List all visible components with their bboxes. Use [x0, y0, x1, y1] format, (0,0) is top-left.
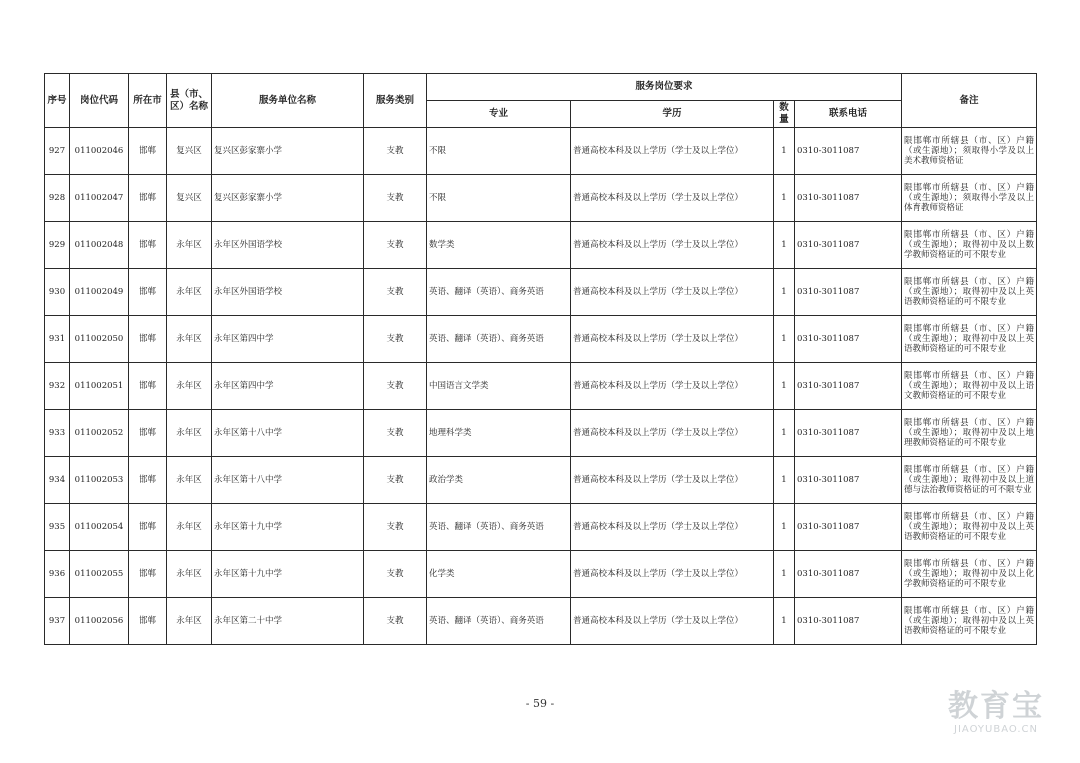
cell-city: 邯郸 [129, 363, 167, 410]
cell-unit: 复兴区彭家寨小学 [212, 128, 364, 175]
cell-major: 英语、翻译（英语）、商务英语 [427, 316, 571, 363]
cell-education: 普通高校本科及以上学历（学士及以上学位） [571, 175, 774, 222]
cell-county: 复兴区 [167, 175, 212, 222]
cell-county: 永年区 [167, 363, 212, 410]
cell-count: 1 [774, 551, 795, 598]
cell-category: 支教 [364, 551, 427, 598]
cell-unit: 永年区第四中学 [212, 316, 364, 363]
header-city: 所在市 [129, 74, 167, 128]
header-remark: 备注 [902, 74, 1037, 128]
table-row [45, 128, 1037, 175]
cell-count: 1 [774, 316, 795, 363]
table-row [45, 504, 1037, 551]
cell-phone: 0310-3011087 [795, 410, 902, 457]
header-major: 专业 [427, 101, 571, 128]
cell-education: 普通高校本科及以上学历（学士及以上学位） [571, 457, 774, 504]
cell-major: 数学类 [427, 222, 571, 269]
cell-count: 1 [774, 128, 795, 175]
cell-major: 不限 [427, 128, 571, 175]
cell-education: 普通高校本科及以上学历（学士及以上学位） [571, 551, 774, 598]
cell-seq: 928 [45, 175, 70, 222]
header-code: 岗位代码 [70, 74, 129, 128]
table-body [45, 128, 1037, 645]
cell-unit: 永年区外国语学校 [212, 222, 364, 269]
cell-remark: 限邯郸市所辖县（市、区）户籍（或生源地）；取得初中及以上道德与法治教师资格证的可不限专业 [902, 457, 1037, 504]
cell-category: 支教 [364, 598, 427, 645]
cell-education: 普通高校本科及以上学历（学士及以上学位） [571, 269, 774, 316]
cell-county: 永年区 [167, 316, 212, 363]
header-category: 服务类别 [364, 74, 427, 128]
cell-category: 支教 [364, 222, 427, 269]
cell-category: 支教 [364, 175, 427, 222]
cell-county: 永年区 [167, 551, 212, 598]
cell-city: 邯郸 [129, 269, 167, 316]
table-row [45, 363, 1037, 410]
cell-education: 普通高校本科及以上学历（学士及以上学位） [571, 316, 774, 363]
cell-major: 化学类 [427, 551, 571, 598]
cell-unit: 复兴区彭家寨小学 [212, 175, 364, 222]
cell-major: 中国语言文学类 [427, 363, 571, 410]
cell-unit: 永年区第十九中学 [212, 551, 364, 598]
cell-code: 011002056 [70, 598, 129, 645]
cell-remark: 限邯郸市所辖县（市、区）户籍（或生源地）；取得初中及以上化学教师资格证的可不限专业 [902, 551, 1037, 598]
cell-remark: 限邯郸市所辖县（市、区）户籍（或生源地）；取得初中及以上语文教师资格证的可不限专业 [902, 363, 1037, 410]
cell-remark: 限邯郸市所辖县（市、区）户籍（或生源地）；须取得小学及以上体育教师资格证 [902, 175, 1037, 222]
cell-education: 普通高校本科及以上学历（学士及以上学位） [571, 363, 774, 410]
cell-code: 011002047 [70, 175, 129, 222]
cell-major: 不限 [427, 175, 571, 222]
cell-unit: 永年区第十九中学 [212, 504, 364, 551]
cell-category: 支教 [364, 316, 427, 363]
cell-count: 1 [774, 175, 795, 222]
cell-code: 011002050 [70, 316, 129, 363]
cell-code: 011002048 [70, 222, 129, 269]
cell-city: 邯郸 [129, 551, 167, 598]
cell-count: 1 [774, 598, 795, 645]
cell-code: 011002046 [70, 128, 129, 175]
cell-category: 支教 [364, 504, 427, 551]
cell-major: 政治学类 [427, 457, 571, 504]
header-unit: 服务单位名称 [212, 74, 364, 128]
cell-count: 1 [774, 410, 795, 457]
cell-remark: 限邯郸市所辖县（市、区）户籍（或生源地）；取得初中及以上数学教师资格证的可不限专业 [902, 222, 1037, 269]
cell-remark: 限邯郸市所辖县（市、区）户籍（或生源地）；取得初中及以上英语教师资格证的可不限专业 [902, 504, 1037, 551]
cell-unit: 永年区外国语学校 [212, 269, 364, 316]
cell-code: 011002051 [70, 363, 129, 410]
cell-code: 011002054 [70, 504, 129, 551]
cell-seq: 931 [45, 316, 70, 363]
cell-category: 支教 [364, 457, 427, 504]
cell-count: 1 [774, 504, 795, 551]
cell-code: 011002049 [70, 269, 129, 316]
header-phone: 联系电话 [795, 101, 902, 128]
cell-county: 永年区 [167, 457, 212, 504]
cell-unit: 永年区第十八中学 [212, 457, 364, 504]
cell-phone: 0310-3011087 [795, 175, 902, 222]
cell-seq: 935 [45, 504, 70, 551]
cell-education: 普通高校本科及以上学历（学士及以上学位） [571, 504, 774, 551]
cell-count: 1 [774, 222, 795, 269]
header-requirements: 服务岗位要求 [427, 74, 902, 101]
cell-count: 1 [774, 269, 795, 316]
cell-seq: 930 [45, 269, 70, 316]
cell-city: 邯郸 [129, 410, 167, 457]
cell-city: 邯郸 [129, 504, 167, 551]
cell-phone: 0310-3011087 [795, 457, 902, 504]
table-row [45, 222, 1037, 269]
cell-city: 邯郸 [129, 175, 167, 222]
watermark-logo [936, 690, 1056, 736]
table-row [45, 175, 1037, 222]
cell-code: 011002055 [70, 551, 129, 598]
cell-major: 英语、翻译（英语）、商务英语 [427, 504, 571, 551]
cell-phone: 0310-3011087 [795, 551, 902, 598]
cell-code: 011002052 [70, 410, 129, 457]
cell-major: 英语、翻译（英语）、商务英语 [427, 269, 571, 316]
cell-county: 复兴区 [167, 128, 212, 175]
watermark-sub: JIAOYUBAO.CN [954, 724, 1038, 735]
page-number: - 59 - [525, 697, 555, 710]
cell-city: 邯郸 [129, 316, 167, 363]
cell-phone: 0310-3011087 [795, 269, 902, 316]
cell-category: 支教 [364, 128, 427, 175]
header-seq: 序号 [45, 74, 70, 128]
cell-seq: 932 [45, 363, 70, 410]
table-row [45, 598, 1037, 645]
table-row [45, 269, 1037, 316]
header-county: 县（市、区）名称 [167, 74, 212, 128]
cell-city: 邯郸 [129, 598, 167, 645]
cell-county: 永年区 [167, 504, 212, 551]
cell-county: 永年区 [167, 410, 212, 457]
cell-education: 普通高校本科及以上学历（学士及以上学位） [571, 598, 774, 645]
cell-unit: 永年区第二十中学 [212, 598, 364, 645]
header-count: 数量 [774, 101, 795, 128]
cell-county: 永年区 [167, 269, 212, 316]
table-row [45, 457, 1037, 504]
cell-remark: 限邯郸市所辖县（市、区）户籍（或生源地）；取得初中及以上地理教师资格证的可不限专业 [902, 410, 1037, 457]
cell-city: 邯郸 [129, 222, 167, 269]
cell-education: 普通高校本科及以上学历（学士及以上学位） [571, 222, 774, 269]
cell-category: 支教 [364, 363, 427, 410]
cell-major: 英语、翻译（英语）、商务英语 [427, 598, 571, 645]
cell-major: 地理科学类 [427, 410, 571, 457]
cell-remark: 限邯郸市所辖县（市、区）户籍（或生源地）；取得初中及以上英语教师资格证的可不限专业 [902, 316, 1037, 363]
cell-unit: 永年区第四中学 [212, 363, 364, 410]
cell-seq: 936 [45, 551, 70, 598]
table-row [45, 410, 1037, 457]
cell-city: 邯郸 [129, 457, 167, 504]
cell-phone: 0310-3011087 [795, 363, 902, 410]
job-positions-table [44, 73, 1037, 645]
cell-remark: 限邯郸市所辖县（市、区）户籍（或生源地）；取得初中及以上英语教师资格证的可不限专业 [902, 598, 1037, 645]
cell-seq: 927 [45, 128, 70, 175]
cell-education: 普通高校本科及以上学历（学士及以上学位） [571, 128, 774, 175]
header-education: 学历 [571, 101, 774, 128]
cell-county: 永年区 [167, 222, 212, 269]
cell-education: 普通高校本科及以上学历（学士及以上学位） [571, 410, 774, 457]
cell-phone: 0310-3011087 [795, 598, 902, 645]
cell-phone: 0310-3011087 [795, 504, 902, 551]
watermark-main: 教育宝 [948, 689, 1044, 724]
cell-phone: 0310-3011087 [795, 128, 902, 175]
cell-remark: 限邯郸市所辖县（市、区）户籍（或生源地）；取得初中及以上英语教师资格证的可不限专业 [902, 269, 1037, 316]
table-row [45, 551, 1037, 598]
table-row [45, 316, 1037, 363]
cell-seq: 933 [45, 410, 70, 457]
cell-remark: 限邯郸市所辖县（市、区）户籍（或生源地）；须取得小学及以上美术教师资格证 [902, 128, 1037, 175]
cell-city: 邯郸 [129, 128, 167, 175]
cell-county: 永年区 [167, 598, 212, 645]
cell-phone: 0310-3011087 [795, 316, 902, 363]
cell-phone: 0310-3011087 [795, 222, 902, 269]
cell-category: 支教 [364, 269, 427, 316]
cell-unit: 永年区第十八中学 [212, 410, 364, 457]
cell-count: 1 [774, 457, 795, 504]
cell-category: 支教 [364, 410, 427, 457]
cell-seq: 937 [45, 598, 70, 645]
cell-seq: 929 [45, 222, 70, 269]
cell-count: 1 [774, 363, 795, 410]
cell-code: 011002053 [70, 457, 129, 504]
cell-seq: 934 [45, 457, 70, 504]
